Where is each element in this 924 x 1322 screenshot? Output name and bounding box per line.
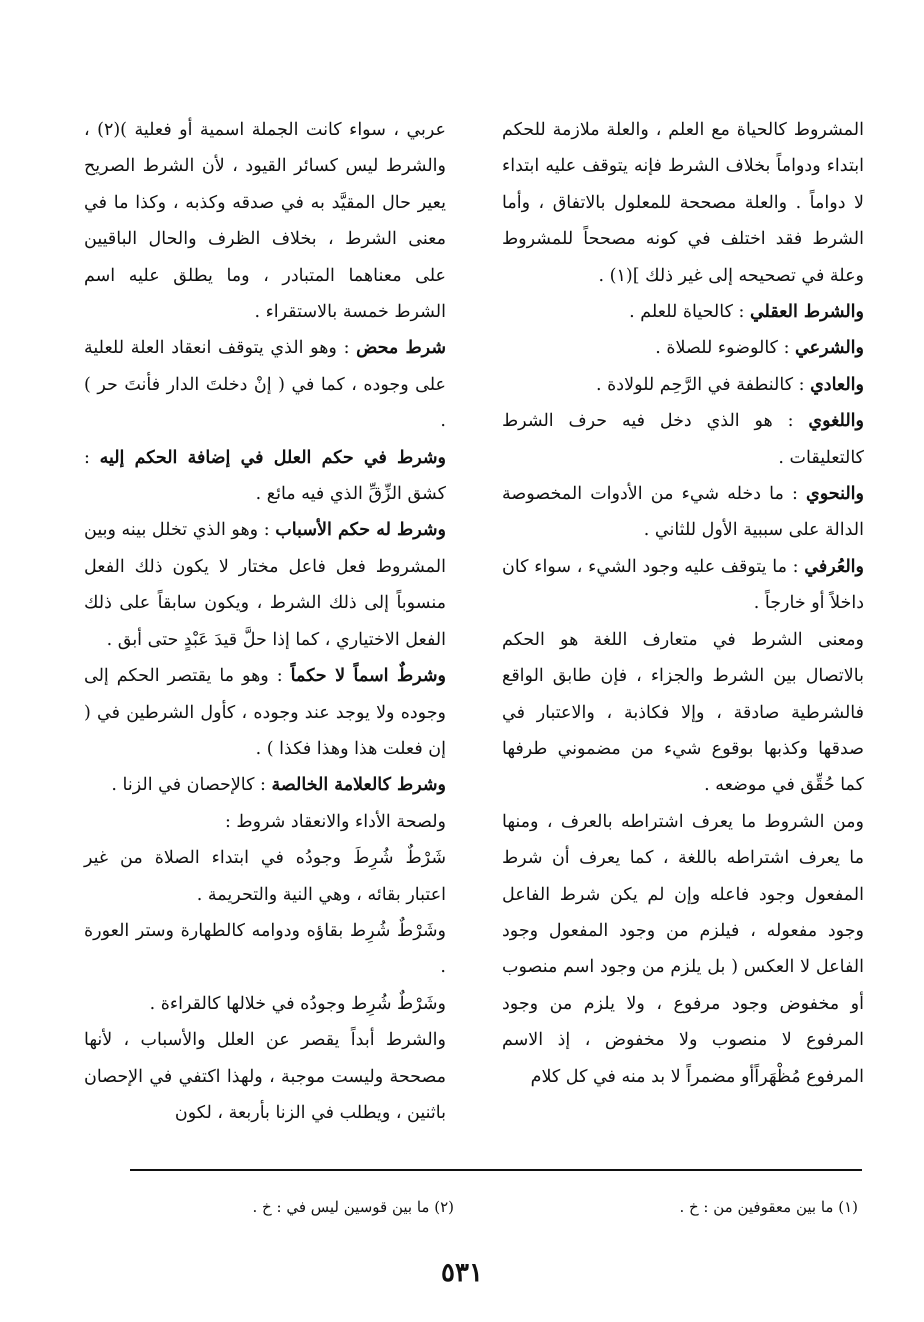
paragraph: والشرط العقلي : كالحياة للعلم .: [629, 302, 864, 323]
paragraph: والعادي : كالنطفة في الرَّحِم للولادة .: [596, 374, 864, 395]
paragraph: وشرط كالعلامة الخالصة : كالإحصان في الزنا .: [111, 775, 446, 796]
paragraph: عربي ، سواء كانت الجملة اسمية أو فعلية )(٢) ، والشرط ليس كسائر القيود ، لأن الشرط الصريح يعير حال المقيَّد به في صدقه وكذبه ، وكذا ما في معنى الشرط ، بخلاف الظرف والحال الباقيين على معناهما المتبادر ، وما يطلق عليه اسم الشرط خمسة بالاستقراء .: [84, 120, 446, 323]
term: وشرط له حكم الأسباب: [275, 520, 447, 541]
footnote-2: (٢) ما بين قوسين ليس في : خ .: [252, 1198, 454, 1216]
term: وشرط كالعلامة الخالصة: [271, 775, 446, 796]
paragraph: واللغوي : هو الذي دخل فيه حرف الشرط كالتعليقات .: [502, 411, 864, 468]
paragraph: وشرط في حكم العلل في إضافة الحكم إليه : كشق الزِّقِّ الذي فيه مائع .: [84, 447, 446, 505]
footnote-divider: [130, 1169, 862, 1171]
paragraph: وشرط له حكم الأسباب : وهو الذي تخلل بينه وبين المشروط فعل فاعل مختار لا يكون ذلك الفعل منسوباً إلى ذلك الشرط ، ويكون سابقاً على ذلك الفعل الاختياري ، كما إذا حلَّ قيدَ عَبْدٍ حتى أبق .: [84, 520, 447, 650]
right-column: [502, 112, 864, 1095]
term: والنحوي: [806, 484, 864, 505]
term: والشرعي: [795, 338, 864, 359]
footnote-1: (١) ما بين معقوفين من : خ .: [679, 1198, 858, 1216]
page-number: ٥٣١: [441, 1258, 483, 1288]
term: والعُرفي: [804, 556, 864, 577]
term: شرط محض: [356, 338, 446, 359]
paragraph: ومن الشروط ما يعرف اشتراطه بالعرف ، ومنها ما يعرف اشتراطه باللغة ، كما يعرف أن شرط المفعول وجود فاعله وإن لم يكن شرط الفاعل وجود مفعوله ، فيلزم من وجود المفعول وجود الفاعل لا العكس ( بل يلزم من وجود اسم منصوب أو مخفوض وجود مرفوع ، ولا يلزم من وجود المرفوع لا منصوب ولا مخفوض ، إذ الاسم المرفوع مُظْهَراًأو مضمراً لا بد منه في كل كلام: [502, 811, 865, 1087]
paragraph: والنحوي : ما دخله شيء من الأدوات المخصوصة الدالة على سببية الأول للثاني .: [502, 484, 864, 541]
term: والعادي: [810, 374, 864, 395]
paragraph: والشرعي : كالوضوء للصلاة .: [655, 338, 864, 359]
paragraph: شرط محض : وهو الذي يتوقف انعقاد العلة للعلية على وجوده ، كما في ( إنْ دخلتَ الدار فأنتَ حر ) .: [84, 338, 446, 432]
paragraph: المشروط كالحياة مع العلم ، والعلة ملازمة للحكم ابتداء ودواماً بخلاف الشرط فإنه يتوقف عليه ابتداء لا دواماً . والعلة مصححة للمعلول بالاتفاق ، وأما الشرط فقد اختلف في كونه مصححاً للمشروط وعلة في تصحيحه إلى غير ذلك ](١) .: [502, 120, 864, 286]
left-column: [84, 112, 446, 1131]
term: واللغوي: [808, 411, 864, 432]
term: والشرط العقلي: [749, 302, 864, 323]
paragraph: وشرطٌ اسماً لا حكماً : وهو ما يقتصر الحكم إلى وجوده ولا يوجد عند وجوده ، كأول الشرطين في ( إن فعلت هذا وهذا فكذا ) .: [84, 666, 446, 759]
paragraph: وشَرْطٌ شُرِط وجودُه في خلالها كالقراءة .: [149, 993, 446, 1014]
paragraph: ومعنى الشرط في متعارف اللغة هو الحكم بالاتصال بين الشرط والجزاء ، فإن طابق الواقع فالشرطية صادقة ، وإلا فكاذبة ، والاعتبار في صدقها وكذبها بوقوع شيء من مضموني طرفها كما حُقِّق في موضعه .: [502, 629, 864, 796]
paragraph: ولصحة الأداء والانعقاد شروط :: [224, 811, 446, 832]
paragraph: والعُرفي : ما يتوقف عليه وجود الشيء ، سواء كان داخلاً أو خارجاً .: [502, 556, 864, 614]
paragraph: شَرْطٌ شُرِطَ وجودُه في ابتداء الصلاة من غير اعتبار بقائه ، وهي النية والتحريمة .: [84, 848, 446, 905]
paragraph: والشرط أبداً يقصر عن العلل والأسباب ، لأنها مصححة وليست موجبة ، ولهذا اكتفي في الإحصان باثنين ، ويطلب في الزنا بأربعة ، لكون: [84, 1030, 446, 1123]
term: وشرطٌ اسماً لا حكماً: [290, 666, 446, 687]
term: وشرط في حكم العلل في إضافة الحكم إليه: [99, 447, 446, 468]
paragraph: وشَرْطٌ شُرِط بقاؤه ودوامه كالطهارة وستر العورة .: [84, 920, 446, 978]
